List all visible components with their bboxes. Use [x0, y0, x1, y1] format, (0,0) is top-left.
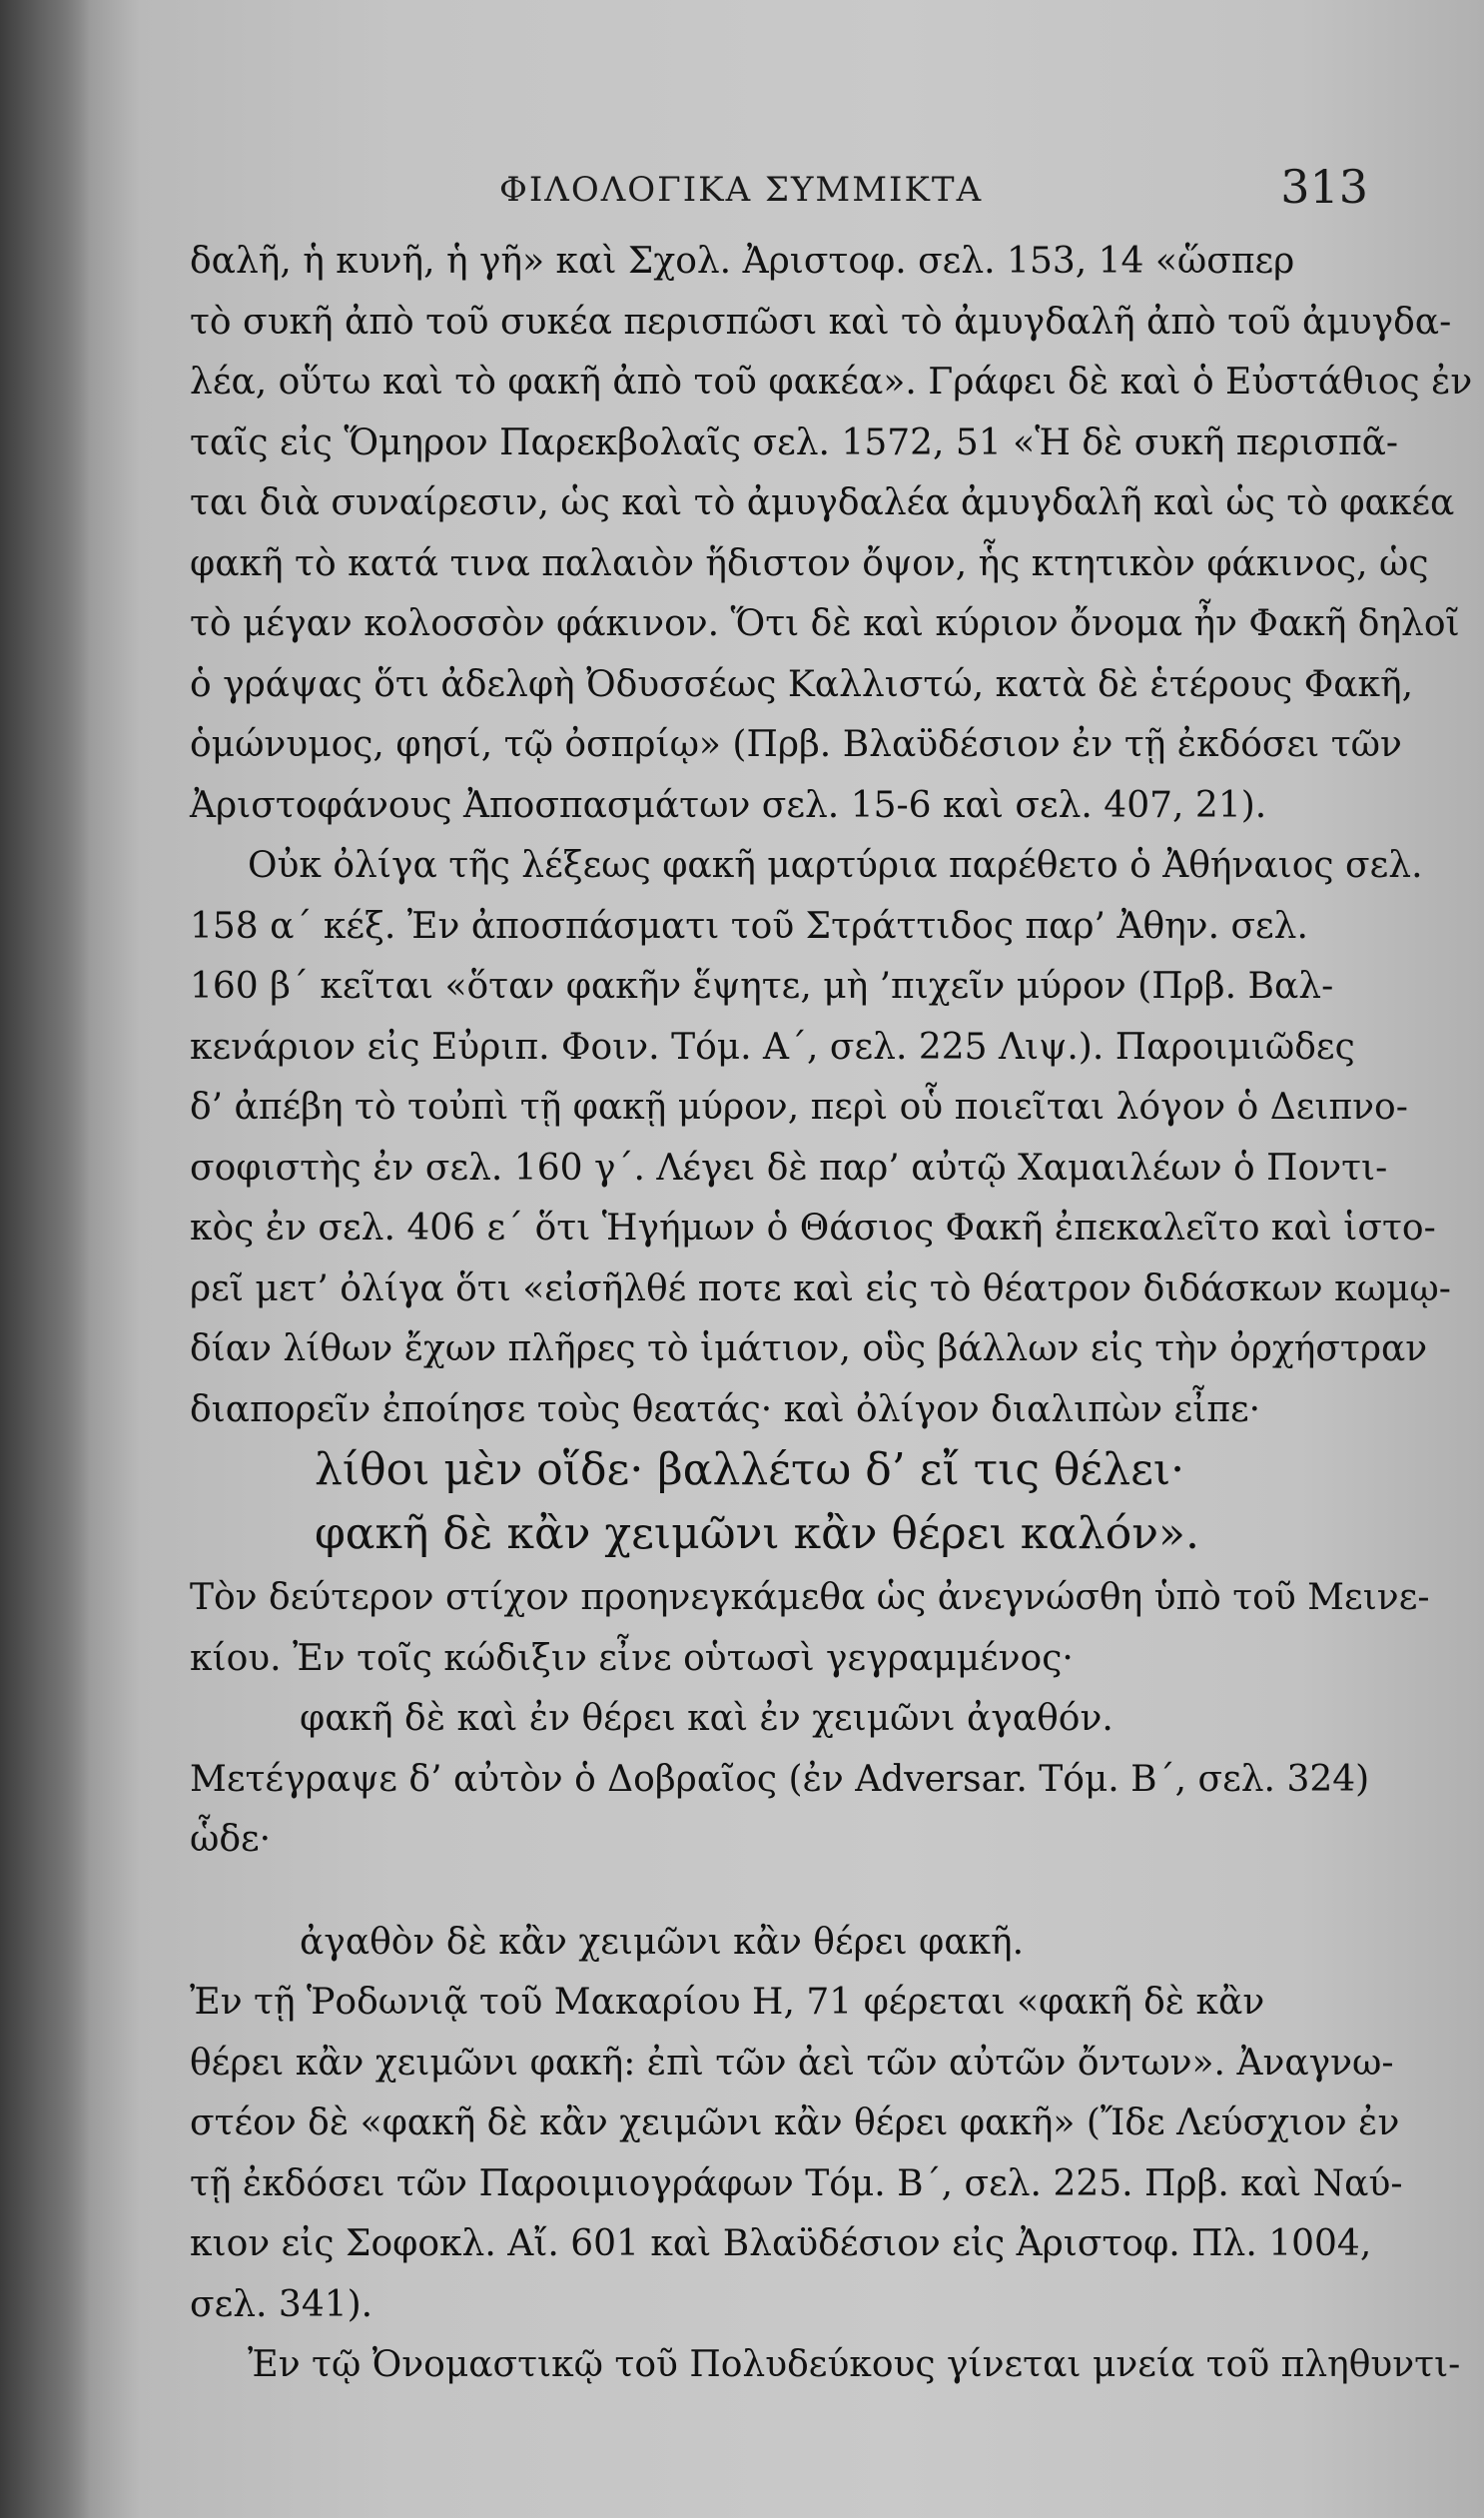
quoted-verse-line: φακῆ δὲ καὶ ἐν θέρει καὶ ἐν χειμῶνι ἀγαθόν.	[300, 1698, 1113, 1739]
page-number: 313	[1280, 160, 1368, 214]
body-text	[190, 232, 1473, 2396]
text-line: ὁμώνυμος, φησί, τῷ ὀσπρίῳ» (Πρβ. Βλαϋδέσιον ἐν τῇ ἐκδόσει τῶν	[190, 724, 1402, 765]
text-line: ρεῖ μετ’ ὀλίγα ὅτι «εἰσῆλθέ ποτε καὶ εἰς τὸ θέατρον διδάσκων κωμῳ-	[190, 1267, 1451, 1309]
text-line: σοφιστὴς ἐν σελ. 160 γ΄. Λέγει δὲ παρ’ αὐτῷ Χαμαιλέων ὁ Ποντι-	[190, 1147, 1388, 1189]
text-line: δίαν λίθων ἔχων πλῆρες τὸ ἱμάτιον, οὓς βάλλων εἰς τὴν ὀρχήστραν	[190, 1328, 1428, 1369]
text-line: κὸς ἐν σελ. 406 ε΄ ὅτι Ἡγήμων ὁ Θάσιος Φακῆ ἐπεκαλεῖτο καὶ ἱστο-	[190, 1208, 1436, 1249]
spine-shadow	[0, 0, 90, 2518]
running-head	[250, 160, 1368, 220]
text-line: ὁ γράψας ὅτι ἀδελφὴ Ὀδυσσέως Καλλιστώ, κατὰ δὲ ἑτέρους Φακῆ,	[190, 663, 1414, 705]
verse-line: φακῆ δὲ κἂν χειμῶνι κἂν θέρει καλόν».	[315, 1508, 1199, 1559]
text-line: δαλῆ, ἡ κυνῆ, ἡ γῆ» καὶ Σχολ. Ἀριστοφ. σελ. 153, 14 «ὥσπερ	[190, 241, 1295, 282]
text-line: ὧδε·	[190, 1819, 272, 1860]
quoted-verse-line: ἀγαθὸν δὲ κἂν χειμῶνι κἂν θέρει φακῆ.	[300, 1921, 1025, 1963]
text-line: κενάριον εἰς Εὐριπ. Φοιν. Τόμ. Α΄, σελ. 225 Λιψ.). Παροιμιῶδες	[190, 1026, 1355, 1068]
text-line: τὸ συκῆ ἀπὸ τοῦ συκέα περισπῶσι καὶ τὸ ἀμυγδαλῆ ἀπὸ τοῦ ἀμυγδα-	[190, 301, 1452, 343]
text-line: Ἐν τῇ Ῥοδωνιᾷ τοῦ Μακαρίου Η, 71 φέρεται «φακῆ δὲ κἂν	[190, 1982, 1265, 2023]
text-line: διαπορεῖν ἐποίησε τοὺς θεατάς· καὶ ὀλίγον διαλιπὼν εἶπε·	[190, 1388, 1261, 1430]
text-line: Ἐν τῷ Ὀνομαστικῷ τοῦ Πολυδεύκους γίνεται μνεία τοῦ πληθυντι-	[248, 2344, 1461, 2385]
verse-line: λίθοι μὲν οἵδε· βαλλέτω δ’ εἴ τις θέλει·	[315, 1444, 1185, 1495]
text-line: 158 α΄ κέξ. Ἐν ἀποσπάσματι τοῦ Στράττιδος παρ’ Ἀθην. σελ.	[190, 905, 1308, 947]
text-line: ταῖς εἰς Ὅμηρον Παρεκβολαῖς σελ. 1572, 51 «Ἡ δὲ συκῆ περισπᾶ-	[190, 421, 1399, 463]
text-line: λέα, οὕτω καὶ τὸ φακῆ ἀπὸ τοῦ φακέα». Γράφει δὲ καὶ ὁ Εὐστάθιος ἐν	[190, 362, 1473, 403]
text-line: δ’ ἀπέβη τὸ τοὐπὶ τῇ φακῇ μύρον, περὶ οὗ ποιεῖται λόγον ὁ Δειπνο-	[190, 1087, 1408, 1128]
text-line: σελ. 341).	[190, 2283, 373, 2325]
text-line: ται διὰ συναίρεσιν, ὡς καὶ τὸ ἀμυγδαλέα ἀμυγδαλῆ καὶ ὡς τὸ φακέα	[190, 482, 1455, 523]
text-line: τὸ μέγαν κολοσσὸν φάκινον. Ὅτι δὲ καὶ κύριον ὄνομα ἦν Φακῆ δηλοῖ	[190, 603, 1460, 644]
text-line: στέον δὲ «φακῆ δὲ κἂν χειμῶνι κἂν θέρει φακῆ» (Ἴδε Λεύσχιον ἐν	[190, 2102, 1400, 2143]
text-line: 160 β΄ κεῖται «ὅταν φακῆν ἕψητε, μὴ ’πιχεῖν μύρον (Πρβ. Βαλ-	[190, 966, 1334, 1007]
text-line: Ἀριστοφάνους Ἀποσπασμάτων σελ. 15-6 καὶ σελ. 407, 21).	[190, 784, 1267, 826]
text-line: φακῆ τὸ κατά τινα παλαιὸν ἥδιστον ὄψον, ἧς κτητικὸν φάκινος, ὡς	[190, 542, 1429, 584]
text-line: κιον εἰς Σοφοκλ. Αἴ. 601 καὶ Βλαϋδέσιον εἰς Ἀριστοφ. Πλ. 1004,	[190, 2223, 1372, 2264]
text-line: Μετέγραψε δ’ αὐτὸν ὁ Δοβραῖος (ἐν Adversar. Τόμ. Β΄, σελ. 324)	[190, 1758, 1370, 1800]
text-line: Τὸν δεύτερον στίχον προηνεγκάμεθα ὡς ἀνεγνώσθη ὑπὸ τοῦ Μεινε-	[190, 1577, 1430, 1618]
text-line: Οὐκ ὀλίγα τῆς λέξεως φακῆ μαρτύρια παρέθετο ὁ Ἀθήναιος σελ.	[248, 845, 1423, 886]
text-line: θέρει κἂν χειμῶνι φακῆ: ἐπὶ τῶν ἀεὶ τῶν αὐτῶν ὄντων». Ἀναγνω-	[190, 2042, 1394, 2084]
running-title: ΦΙΛΟΛΟΓΙΚΑ ΣΥΜΜΙΚΤΑ	[499, 170, 984, 210]
text-line: κίου. Ἐν τοῖς κώδιξιν εἶνε οὑτωσὶ γεγραμμένος·	[190, 1637, 1074, 1679]
spacer	[190, 1871, 1338, 1913]
text-line: τῇ ἐκδόσει τῶν Παροιμιογράφων Τόμ. Β΄, σελ. 225. Πρβ. καὶ Ναύ-	[190, 2162, 1403, 2204]
